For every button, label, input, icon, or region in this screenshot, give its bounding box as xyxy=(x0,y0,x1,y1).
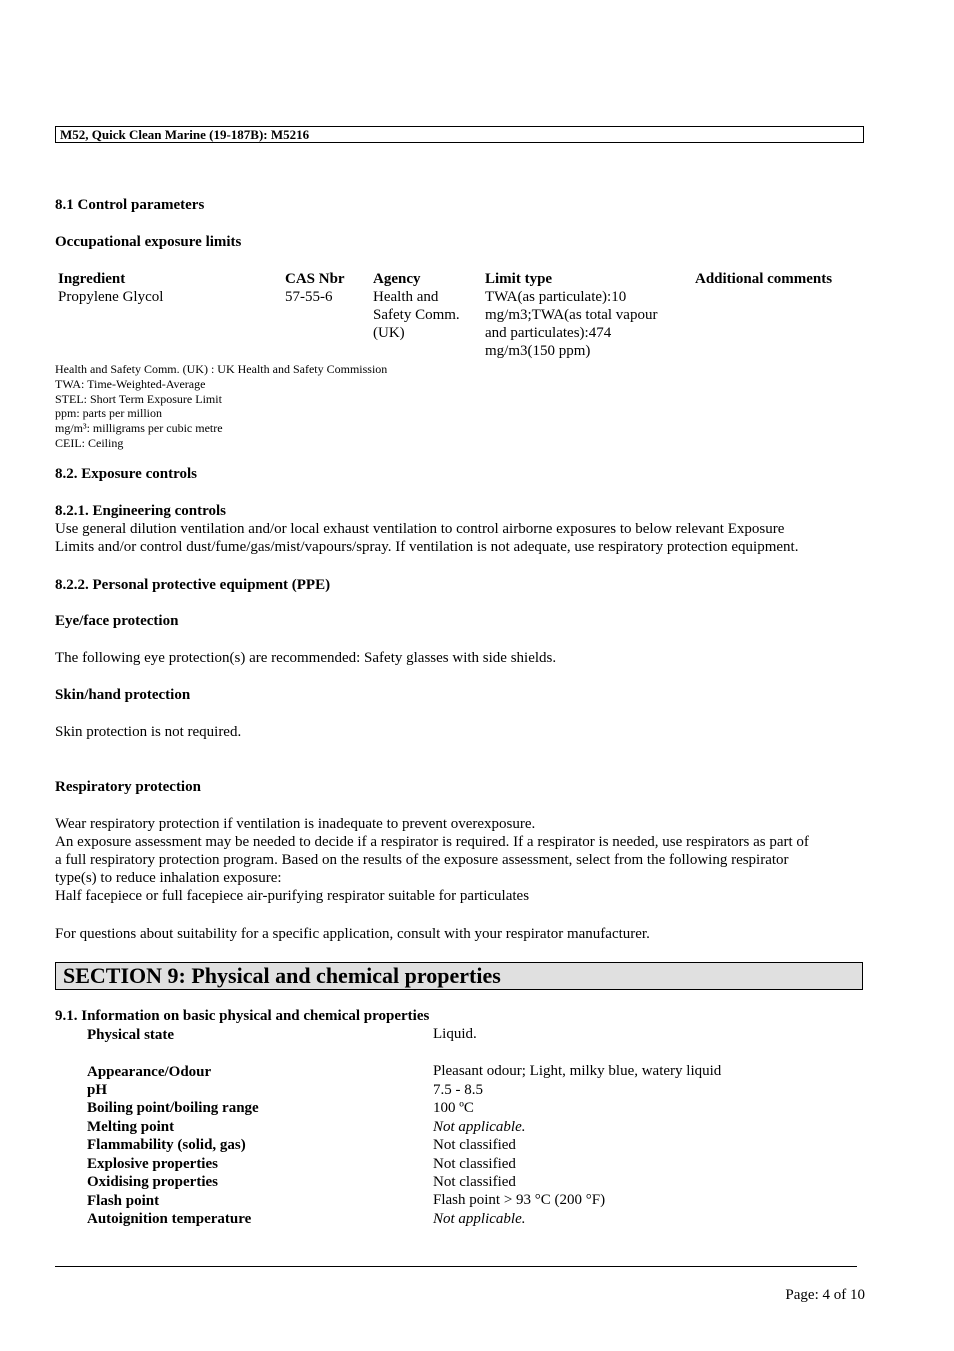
cell-agency xyxy=(373,288,478,342)
property-label: pH xyxy=(87,1082,108,1098)
document-header xyxy=(55,126,864,143)
skin-protection-heading: Skin/hand protection xyxy=(55,687,191,703)
abbreviation-item: Health and Safety Comm. (UK) : UK Health and Safety Commission xyxy=(55,362,388,376)
cell-cas: 57-55-6 xyxy=(285,289,333,305)
section-9-title: SECTION 9: Physical and chemical properties xyxy=(63,963,501,988)
property-value: Liquid. xyxy=(433,1026,477,1042)
eye-protection-text: The following eye protection(s) are recommended: Safety glasses with side shields. xyxy=(55,650,557,666)
column-header-comments: Additional comments xyxy=(695,271,833,287)
abbreviation-item: ppm: parts per million xyxy=(55,406,162,421)
skin-protection-text: Skin protection is not required. xyxy=(55,724,242,740)
property-value: Not classified xyxy=(433,1174,516,1190)
text-line: Wear respiratory protection if ventilation is inadequate to prevent overexposure. xyxy=(55,816,536,832)
column-header-agency: Agency xyxy=(373,271,421,287)
table-header-row xyxy=(55,270,855,288)
abbreviation-item: CEIL: Ceiling xyxy=(55,435,124,450)
limit-line: mg/m3(150 ppm) xyxy=(485,343,591,359)
oel-heading: Occupational exposure limits xyxy=(55,234,242,250)
agency-line: Safety Comm. xyxy=(373,307,460,323)
property-label: Oxidising properties xyxy=(87,1174,218,1190)
abbreviation-item: STEL: Short Term Exposure Limit xyxy=(55,391,222,406)
respiratory-protection-text xyxy=(55,815,870,905)
column-header-ingredient: Ingredient xyxy=(58,271,126,287)
property-value: 100 ºC xyxy=(433,1100,474,1116)
property-label: Melting point xyxy=(87,1119,175,1135)
abbreviation-item: TWA: Time-Weighted-Average xyxy=(55,376,206,391)
section-9-title-bar xyxy=(55,962,863,990)
text-line: Use general dilution ventilation and/or local exhaust ventilation to control airborne exposures to below relevant Exposure xyxy=(55,521,785,537)
property-value: Not applicable. xyxy=(433,1211,526,1227)
property-label: Flammability (solid, gas) xyxy=(87,1137,246,1153)
engineering-controls-text xyxy=(55,520,870,556)
text-line: type(s) to reduce inhalation exposure: xyxy=(55,870,282,886)
property-value: Flash point > 93 °C (200 °F) xyxy=(433,1192,606,1208)
property-label: Physical state xyxy=(87,1027,175,1043)
agency-line: (UK) xyxy=(373,325,405,341)
exposure-limits-table xyxy=(55,270,855,360)
document-title: M52, Quick Clean Marine (19-187B): M5216 xyxy=(60,127,310,142)
property-label: Autoignition temperature xyxy=(87,1211,252,1227)
control-parameters-heading: 8.1 Control parameters xyxy=(55,197,205,213)
exposure-controls-heading: 8.2. Exposure controls xyxy=(55,466,197,482)
property-label: Appearance/Odour xyxy=(87,1064,212,1080)
footer-divider xyxy=(55,1266,857,1267)
cell-ingredient: Propylene Glycol xyxy=(58,289,164,305)
cell-limit-type xyxy=(485,288,685,360)
engineering-controls-heading: 8.2.1. Engineering controls xyxy=(55,503,226,519)
text-line: Half facepiece or full facepiece air-purifying respirator suitable for particulates xyxy=(55,888,530,904)
eye-protection-heading: Eye/face protection xyxy=(55,613,179,629)
abbreviation-list xyxy=(55,362,387,451)
text-line: a full respiratory protection program. Based on the results of the exposure assessment, select from the following respirator xyxy=(55,852,789,868)
respirator-note: For questions about suitability for a specific application, consult with your respirator manufacturer. xyxy=(55,926,650,942)
property-label: Boiling point/boiling range xyxy=(87,1100,259,1116)
text-line: An exposure assessment may be needed to decide if a respirator is required. If a respirator is needed, use respirators as part of xyxy=(55,834,809,850)
property-label: Explosive properties xyxy=(87,1156,218,1172)
limit-line: TWA(as particulate):10 xyxy=(485,289,627,305)
ppe-heading: 8.2.2. Personal protective equipment (PPE) xyxy=(55,577,331,593)
respiratory-protection-heading: Respiratory protection xyxy=(55,779,201,795)
property-value: Pleasant odour; Light, milky blue, watery liquid xyxy=(433,1063,722,1079)
column-header-limit-type: Limit type xyxy=(485,271,553,287)
basic-properties-heading: 9.1. Information on basic physical and chemical properties xyxy=(55,1008,430,1024)
table-row xyxy=(55,288,855,360)
property-value: Not classified xyxy=(433,1137,516,1153)
abbreviation-item: mg/m³: milligrams per cubic metre xyxy=(55,421,223,436)
column-header-cas: CAS Nbr xyxy=(285,271,345,287)
property-label: Flash point xyxy=(87,1193,160,1209)
property-value: Not classified xyxy=(433,1156,516,1172)
page-number: Page: 4 of 10 xyxy=(785,1287,865,1303)
limit-line: and particulates):474 xyxy=(485,325,612,341)
property-value: Not applicable. xyxy=(433,1119,526,1135)
agency-line: Health and xyxy=(373,289,439,305)
limit-line: mg/m3;TWA(as total vapour xyxy=(485,307,658,323)
property-value: 7.5 - 8.5 xyxy=(433,1082,483,1098)
text-line: Limits and/or control dust/fume/gas/mist/vapours/spray. If ventilation is not adequate, use respiratory protection equipment. xyxy=(55,539,799,555)
